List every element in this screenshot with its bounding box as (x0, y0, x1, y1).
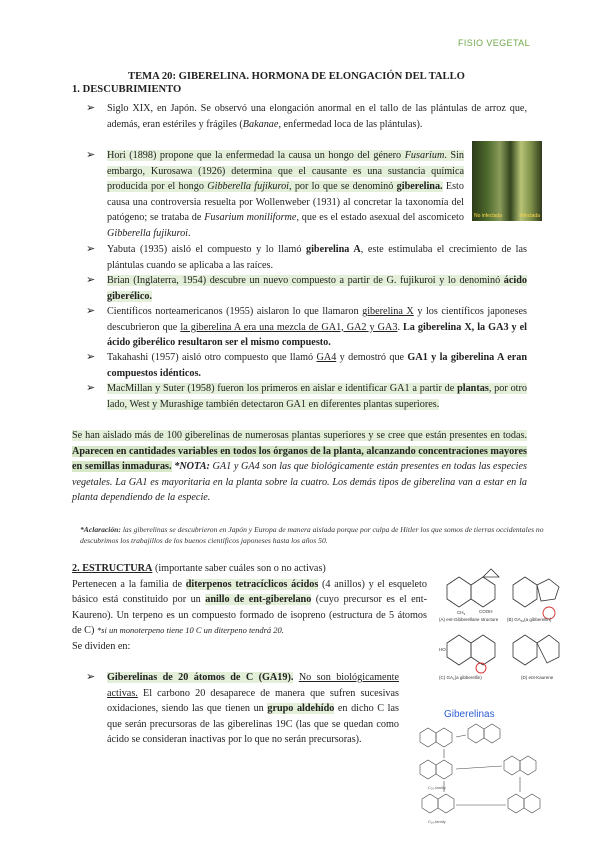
ring-shape (471, 577, 495, 607)
chem-label-ho: HO (439, 647, 446, 652)
ring-shape (436, 760, 452, 779)
chem-label-a: (A) ent-Gibberellane structure (439, 617, 499, 622)
ring-shape (513, 577, 537, 607)
photo-label-healthy: No infectada (474, 213, 503, 219)
chem-label-d: (D) ent-Kaurene (521, 675, 554, 680)
clarification-note: *Aclaración: las giberelinas se descubrieron en Japón y Europa de manera aislada porque por culpa de Hitler los que somos de tierras occidentales no descubrimos los trabajillos de los buenos científicos japoneses hasta los años 50. (80, 525, 544, 545)
ring-shape (468, 724, 484, 743)
bullet-yabuta: ➢ Yabuta (1935) aisló el compuesto y lo llamó giberelina A, este estimulaba el crecimiento de las plántulas cuando se aplicaba a las raíces. (86, 243, 527, 271)
bullet-siglo-xix: ➢ Siglo XIX, en Japón. Se observó una elongación anormal en el tallo de las plántulas de arroz que, además, eran estériles y frágiles (Bakanae, enfermedad loca de las plántulas). (86, 102, 527, 130)
ring-shape (483, 569, 499, 577)
highlight-circle (476, 663, 486, 673)
ring-shape (524, 794, 540, 813)
header-label: FISIO VEGETAL (457, 38, 530, 48)
rice-seedlings-photo (472, 141, 542, 221)
pathway-label-c20: C₂₀-family (428, 785, 446, 790)
ring-shape (438, 794, 454, 813)
ring-shape (520, 756, 536, 775)
arrow-bullet-icon: ➢ (86, 671, 96, 683)
bullet-ga19: ➢ Giberelinas de 20 átomos de C (GA19). No son biológicamente activas. El carbono 20 desaparece de manera que sufren sucesivas oxidaciones, siendo las que tienen un grupo aldehído en dicho C las que serán precursoras de las giberelinas 19C (las que se quedan como ácido se consideran inactivas por lo que no serán precursoras). (86, 671, 400, 746)
arrow-bullet-icon: ➢ (86, 274, 96, 286)
section-structure: 2. ESTRUCTURA (importante saber cuáles son o no activas) Pertenecen a la familia de diterpenos tetracíclicos ácidos (4 anillos) y el esqueleto básico está constituido por un anillo de ent-giberelano (cuyo precursor es el ent-Kaureno). Un terpeno es un compuesto formado de isopreno (estructura de 5 átomos de C) *si un monoterpeno tiene 10 C un diterpeno tendrá 20. Se dividen en: (72, 563, 427, 652)
ring-shape (436, 728, 452, 747)
ring-shape (504, 756, 520, 775)
ring-shape (508, 794, 524, 813)
arrow-bullet-icon: ➢ (86, 243, 96, 255)
paragraph-presence: Se han aislado más de 100 giberelinas de numerosas plantas superiores y se cree que están presentes en todas. Aparecen en cantidades variables en todos los órganos de la planta, alcanzando concentraciones mayores en semillas inmaduras. *NOTA: GA1 y GA4 son las que biológicamente están presentes en todas las especies vegetales. La GA1 es mayoritaria en la planta sobre la cuatro. Los demás tipos de giberelina van a estar en la planta dependiendo de la especie. (72, 430, 527, 504)
pathway-arrow (456, 766, 502, 769)
giberelinas-title: Giberelinas (444, 709, 495, 720)
arrow-bullet-icon: ➢ (86, 351, 96, 363)
arrow-bullet-icon: ➢ (86, 382, 96, 394)
ring-shape (537, 579, 559, 601)
section-heading-discovery: 1. DESCUBRIMIENTO (72, 84, 182, 95)
ring-shape (420, 728, 436, 747)
chem-label-c: (C) $GA_1(a$ gibberellin) (439, 675, 482, 681)
ring-shape (420, 760, 436, 779)
bullet-hori: ➢ Hori (1898) propone que la enfermedad la causa un hongo del género Fusarium. Sin embargo, Kurosawa (1926) determina que el causante es una sustancia química producida por el hongo Gibberella fujikuroi, por lo que se denominó giberelina. Esto causa una controversia resuelta por Wollenweber (1931) al concretar la taxonomía del patógeno; se trataba de Fusarium moniliforme, que es el estado asexual del ascomiceto Gibberella fujikuroi. (86, 149, 464, 239)
bullet-takahashi: ➢ Takahashi (1957) aisló otro compuesto que llamó GA4 y demostró que GA1 y la giberelina A eran compuestos idénticos. (86, 351, 527, 379)
bullet-macmillan: ➢ MacMillan y Suter (1958) fueron los primeros en aislar e identificar GA1 a partir de plantas, por otro lado, West y Murashige también detectaron GA1 en diferentes plantas superiores. (86, 382, 527, 410)
bullet-norteamericanos: ➢ Científicos norteamericanos (1955) aislaron lo que llamaron giberelina X y los científicos japoneses descubrieron que la giberelina A era una mezcla de GA1, GA2 y GA3. La giberelina X, la GA3 y el ácido giberélico resultaron ser el mismo compuesto. (86, 305, 528, 349)
ring-shape (422, 794, 438, 813)
pathway-arrow (456, 735, 466, 737)
arrow-bullet-icon: ➢ (86, 149, 96, 161)
ring-shape (447, 635, 471, 665)
page-title: TEMA 20: GIBERELINA. HORMONA DE ELONGACIÓN DEL TALLO (128, 71, 465, 82)
ring-shape (471, 635, 495, 665)
ring-shape (537, 635, 559, 663)
chem-label-ch3: $CH_3$ (457, 610, 466, 616)
ring-shape (513, 635, 537, 665)
arrow-bullet-icon: ➢ (86, 102, 96, 114)
gibberellins-pathway-figure (408, 695, 566, 838)
divide-label: Se dividen en: (72, 640, 131, 652)
gibberellin-structures-figure (437, 565, 567, 685)
ring-shape (447, 577, 471, 607)
chem-label-cooh: COOH (479, 609, 493, 614)
bullet-brian: ➢ Brian (Inglaterra, 1954) descubre un nuevo compuesto a partir de G. fujikuroi y lo denominó ácido giberélico. (86, 274, 527, 302)
photo-label-infected: Infectada (519, 213, 540, 219)
chem-label-b: (B) $GA_{12}(a$ gibberellin) (507, 617, 552, 623)
arrow-bullet-icon: ➢ (86, 305, 96, 317)
pathway-label-c19: C₁₉-family (428, 819, 446, 824)
ring-shape (484, 724, 500, 743)
